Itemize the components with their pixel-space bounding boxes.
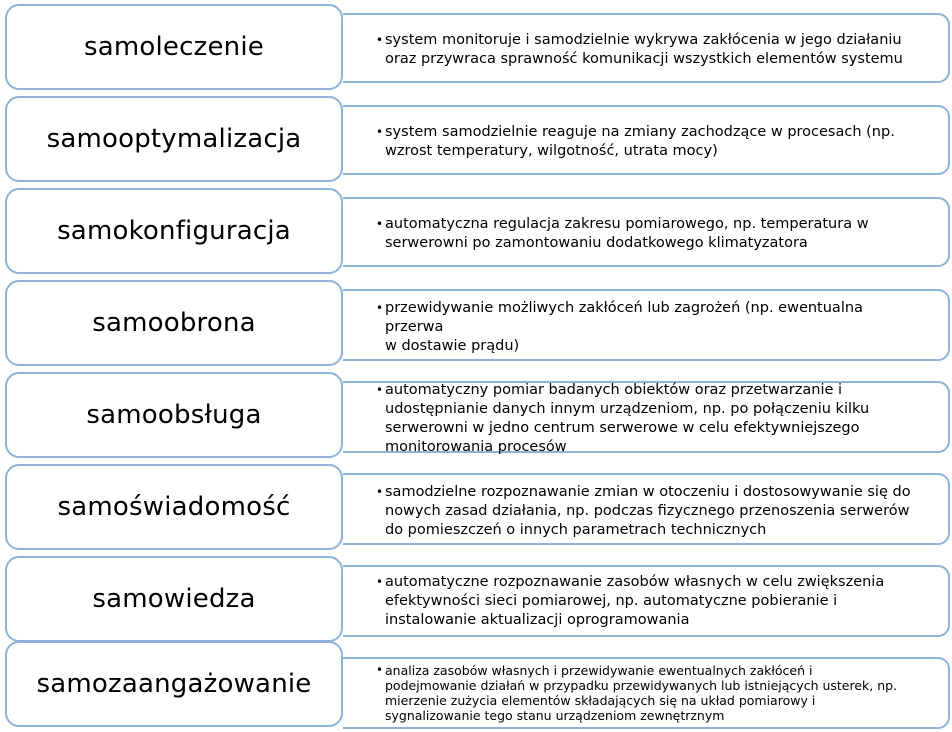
- description-text: • system samodzielnie reaguje na zmiany zachodzące w procesach (np. wzrost temperatury, wilgotność, utrata mocy): [376, 124, 895, 159]
- description-text: • analiza zasobów własnych i przewidywanie ewentualnych zakłóceń i podejmowanie działań w przypadku przewidywanych lub istniejących usterek, np. mierzenie zużycia elementów składających się na układ pomiarowy i sygnalizowanie tego stanu urządzeniom zewnętrznym: [376, 663, 898, 723]
- description-text: • samodzielne rozpoznawanie zmian w otoczeniu i dostosowywanie się do nowych zasad działania, np. podczas fizycznego przenoszenia serwerów do pomieszczeń o innych parametrach technicznych: [376, 484, 911, 538]
- bullet-icon: •: [376, 383, 384, 397]
- description-box: [343, 289, 950, 361]
- term-label: samoleczenie: [84, 32, 264, 62]
- bullet-icon: •: [376, 575, 384, 589]
- term-box: [5, 641, 343, 727]
- description-box: [343, 565, 950, 637]
- bullet-icon: •: [376, 301, 384, 315]
- description-box: [343, 381, 950, 453]
- term-label: samooptymalizacja: [46, 124, 302, 154]
- description-text: • automatyczny pomiar badanych obiektów oraz przetwarzanie i udostępnianie danych innym urządzeniom, np. po połączeniu kilku serwerowni w jedno centrum serwerowe w celu efektywniejszego monitorowania procesów: [376, 382, 870, 455]
- term-label: samowiedza: [92, 584, 256, 614]
- bullet-icon: •: [376, 125, 384, 139]
- term-label: samoobrona: [92, 308, 256, 338]
- term-box: [5, 556, 343, 642]
- description-box: [343, 105, 950, 175]
- description-box: [343, 657, 950, 729]
- description-box: [343, 13, 950, 83]
- description-text: • automatyczna regulacja zakresu pomiarowego, np. temperatura w serwerowni po zamontowaniu dodatkowego klimatyzatora: [376, 216, 869, 251]
- term-label: samozaangażowanie: [36, 669, 312, 699]
- description-box: [343, 197, 950, 267]
- description-text: • przewidywanie możliwych zakłóceń lub zagrożeń (np. ewentualna przerwa w dostawie prądu): [376, 300, 863, 354]
- bullet-icon: •: [376, 217, 384, 231]
- term-box: [5, 188, 343, 274]
- description-text: • automatyczne rozpoznawanie zasobów własnych w celu zwiększenia efektywności sieci pomiarowej, np. automatyczne pobieranie i instalowanie aktualizacji oprogramowania: [376, 574, 885, 628]
- term-box: [5, 96, 343, 182]
- term-box: [5, 280, 343, 366]
- term-box: [5, 4, 343, 90]
- bullet-icon: •: [376, 663, 384, 677]
- term-label: samoobsługa: [86, 400, 262, 430]
- term-label: samokonfiguracja: [57, 216, 291, 246]
- term-box: [5, 372, 343, 458]
- term-box: [5, 464, 343, 550]
- bullet-icon: •: [376, 485, 384, 499]
- description-box: [343, 473, 950, 545]
- description-text: • system monitoruje i samodzielnie wykrywa zakłócenia w jego działaniu oraz przywraca sprawność komunikacji wszystkich elementów systemu: [376, 32, 903, 67]
- bullet-icon: •: [376, 33, 384, 47]
- term-label: samoświadomość: [57, 492, 291, 522]
